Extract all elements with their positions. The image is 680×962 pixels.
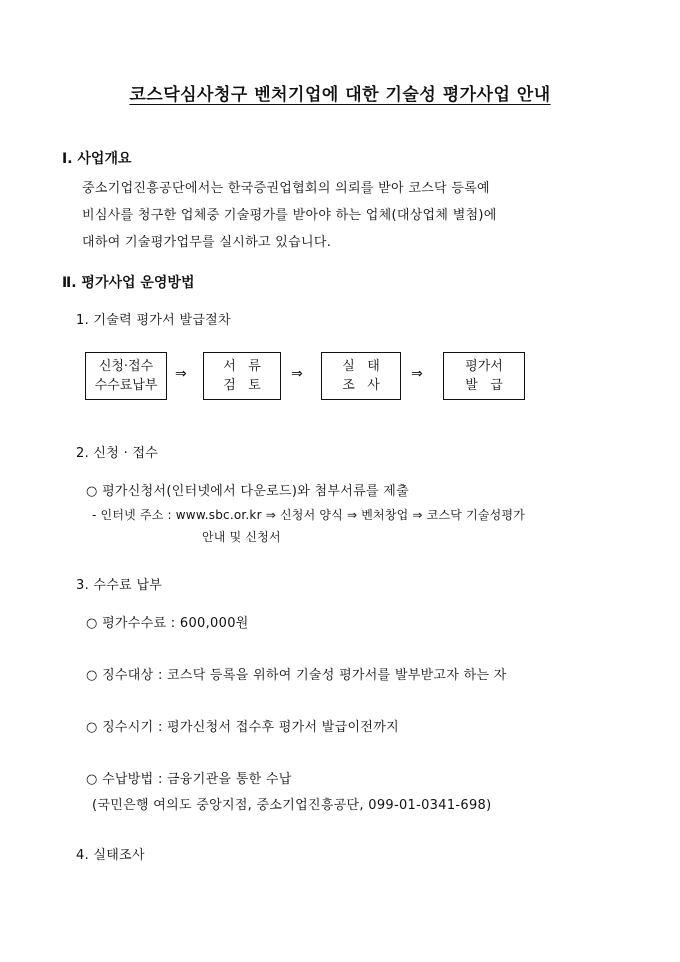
flow-box-document-review-line1: 서 류: [223, 359, 261, 374]
flow-box-issuance: [443, 352, 525, 400]
flow-box-site-inspection-line1: 실 태: [342, 359, 380, 374]
step-3-heading: 3. 수수료 납부: [76, 578, 163, 593]
fee-method: ○ 수납방법 : 금융기관을 통한 수납: [86, 772, 292, 787]
step-4-heading: 4. 실태조사: [76, 848, 145, 863]
flow-arrow-3: ⇒: [411, 366, 423, 382]
flow-box-application-line2: 수수료납부: [94, 378, 158, 393]
flow-box-application-line1: 신청·접수: [98, 359, 154, 374]
flow-box-application: [85, 352, 167, 400]
fee-timing: ○ 징수시기 : 평가신청서 접수후 평가서 발급이전까지: [86, 720, 399, 735]
flow-box-site-inspection-line2: 조 사: [342, 378, 380, 393]
step-1-heading: 1. 기술력 평가서 발급절차: [76, 313, 231, 328]
section-1-line-2: 비심사를 청구한 업체중 기술평가를 받아야 하는 업체(대상업체 별첨)에: [82, 208, 497, 223]
flow-arrow-1: ⇒: [175, 366, 187, 382]
bank-account: (국민은행 여의도 중앙지점, 중소기업진흥공단, 099-01-0341-698): [92, 798, 492, 813]
page-title: 코스닥심사청구 벤처기업에 대한 기술성 평가사업 안내: [129, 85, 551, 105]
section-1-line-1: 중소기업진흥공단에서는 한국증권업협회의 의뢰를 받아 코스닥 등록예: [82, 181, 490, 196]
flow-box-site-inspection: [321, 352, 401, 400]
step-2-url-line: - 인터넷 주소 : www.sbc.or.kr ⇒ 신청서 양식 ⇒ 벤처창업 ⇒ 코스닥 기술성평가: [92, 508, 526, 522]
section-2-heading: Ⅱ. 평가사업 운영방법: [62, 275, 195, 291]
flow-box-document-review: [203, 352, 281, 400]
step-2-bullet: ○ 평가신청서(인터넷에서 다운로드)와 첨부서류를 제출: [86, 484, 409, 499]
fee-amount: ○ 평가수수료 : 600,000원: [86, 616, 249, 631]
flow-box-issuance-line2: 발 급: [465, 378, 503, 393]
flow-box-issuance-line1: 평가서: [465, 359, 503, 374]
section-1-heading: Ⅰ. 사업개요: [62, 151, 132, 167]
flow-box-document-review-line2: 검 토: [223, 378, 261, 393]
flow-arrow-2: ⇒: [291, 366, 303, 382]
section-1-body: [82, 175, 622, 256]
step-2-url-line-cont: 안내 및 신청서: [202, 530, 281, 544]
section-1-line-3: 대하여 기술평가업무를 실시하고 있습니다.: [82, 235, 332, 250]
step-2-heading: 2. 신청 · 접수: [76, 446, 159, 461]
fee-target: ○ 징수대상 : 코스닥 등록을 위하여 기술성 평가서를 발부받고자 하는 자: [86, 668, 507, 683]
